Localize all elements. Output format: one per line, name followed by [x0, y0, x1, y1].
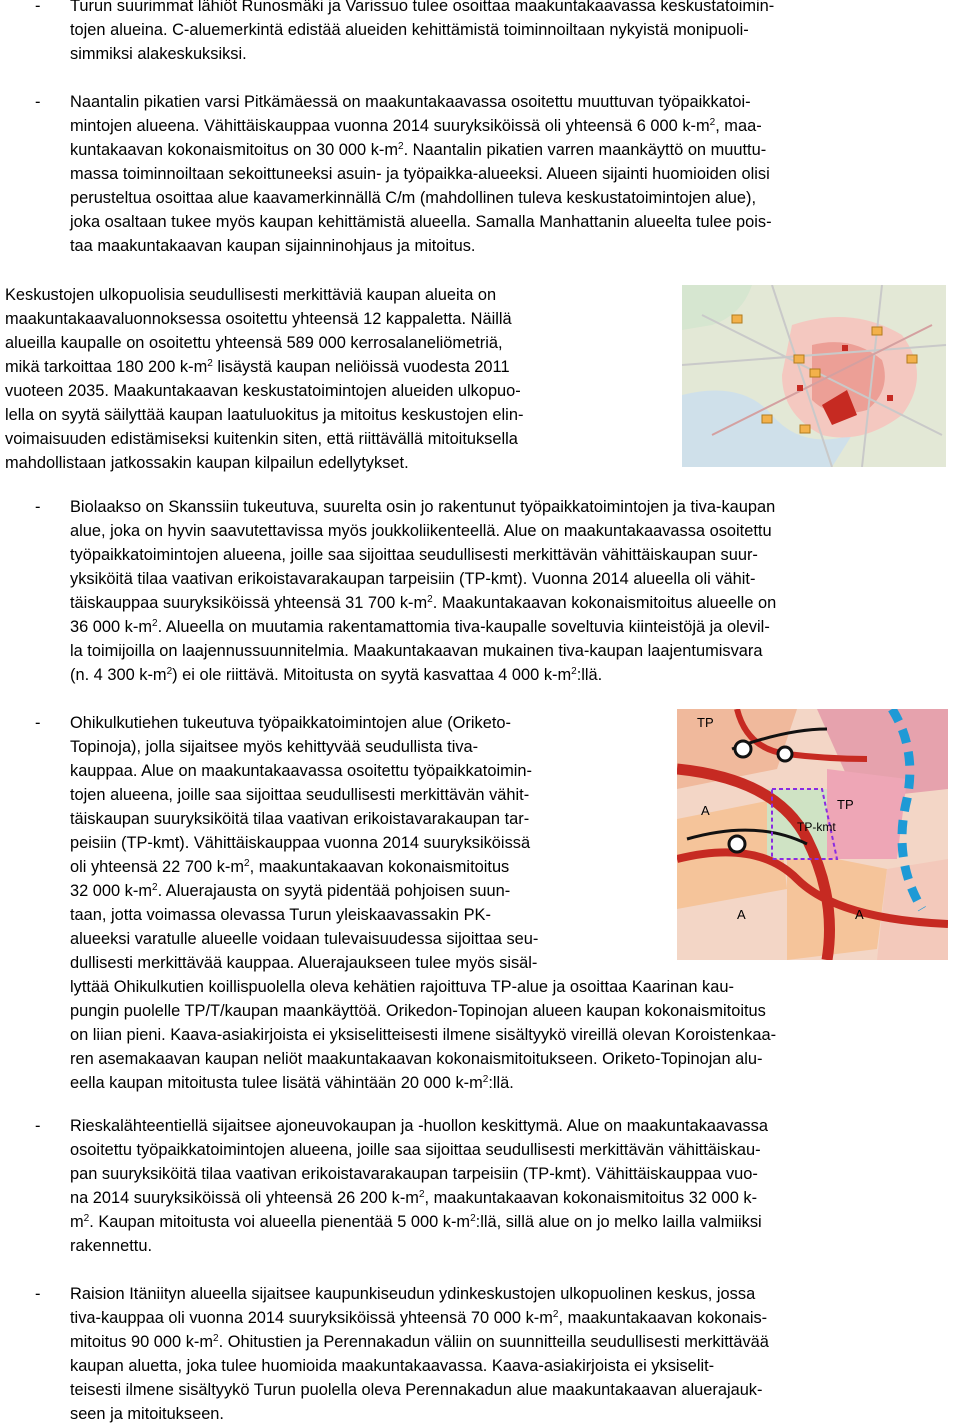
text-line: mitoitus 90 000 $k-m^2$. Ohitustien ja Perennakadun väliin on suunnitteilla seudullisesti merkittävää — [70, 1333, 769, 1351]
text-line: kuntakaavan kokonaismitoitus on 30 000 $k-m^2$. Naantalin pikatien varren maankäyttö on muuttu- — [70, 141, 767, 159]
text-line: simmiksi alakeskuksiksi. — [70, 45, 247, 63]
map-label: A — [701, 803, 710, 818]
text-line: joka osaltaan tukee myös kaupan kehittämistä alueella. Samalla Manhattanin alueelta tulee pois- — [70, 213, 772, 231]
bullet-dash: - — [35, 0, 41, 15]
text-line: Biolaakso on Skanssiin tukeutuva, suurelta osin jo rakentunut työpaikkatoimintojen ja tiva-kaupan — [70, 498, 776, 516]
text-line: teisesti ilmene sisältyykö Turun puolella oleva Perennakadun alue maakuntakaavan aluerajauk- — [70, 1381, 763, 1399]
text-line: pan suuryksiköitä tilaa vaativan erikoistavarakaupan tarpeisiin (TP-kmt). Vähittäiskauppaa vuo- — [70, 1165, 758, 1183]
map-label: A — [737, 907, 746, 922]
text-line: Raision Itäniityn alueella sijaitsee kaupunkiseudun ydinkeskustojen ulkopuolinen keskus, jossa — [70, 1285, 756, 1303]
map-label: TP — [837, 797, 854, 812]
text-line: dullisesti merkittävää kauppaa. Aluerajaukseen tulee myös sisäl- — [70, 954, 538, 972]
text-line: peisiin (TP-kmt). Vähittäiskauppaa vuonna 2014 suuryksiköissä — [70, 834, 531, 852]
text-line: Ohikulkutiehen tukeutuva työpaikkatoimintojen alue (Oriketo- — [70, 714, 511, 732]
text-line: on liian pieni. Kaava-asiakirjoista ei yksiselitteisesti ilmene sisältyykö vireillä olevan Koroistenkaa- — [70, 1026, 777, 1044]
text-line: maakuntakaavaluonnoksessa osoitettu yhteensä 12 kappaletta. Näillä — [5, 310, 512, 328]
regional-map-image — [682, 285, 946, 467]
text-line: rakennettu. — [70, 1237, 153, 1255]
text-line: tojen alueina. C-aluemerkintä edistää alueiden kehittämistä toiminnoiltaan nykyistä monipuoli- — [70, 21, 749, 39]
bullet-runosmaki — [0, 0, 960, 66]
text-line: vuoteen 2035. Maakuntakaavan keskustatoimintojen alueiden ulkopuo- — [5, 382, 521, 400]
bullet-oriketo — [0, 711, 660, 975]
text-line: mintojen alueena. Vähittäiskauppaa vuonna 2014 suuryksiköissä oli yhteensä 6 000 $k-m^2$, maa- — [70, 117, 762, 135]
text-line: la toimijoilla on laajennussuunnitelmia. Maakuntakaavan mukainen tiva-kaupan laajentumisvara — [70, 642, 763, 660]
text-line: (n. 4 300 $k-m^2$) ei ole riittävä. Mitoitusta on syytä kasvattaa 4 000 $k-m^2:llä$. — [70, 666, 603, 684]
text-line: seen ja mitoitukseen. — [70, 1405, 224, 1423]
text-line: na 2014 suuryksiköissä oli yhteensä 26 200 $k-m^2$, maakuntakaavan kokonaismitoitus 32 000 k- — [70, 1189, 758, 1207]
text-line: osoitettu työpaikkatoimintojen alueena, joille saa sijoittaa seudullisesti merkittävän vähittäiskau- — [70, 1141, 761, 1159]
text-line: taa maakuntakaavan kaupan sijainninohjaus ja mitoitus. — [70, 237, 476, 255]
text-line: alueeksi varatulle alueelle voidaan tulevaisuudessa sijoittaa seu- — [70, 930, 539, 948]
text-line: pungin puolelle TP/T/kaupan maankäyttöä. Orikedon-Topinojan alueen kaupan kokonaismitoitus — [70, 1002, 766, 1020]
text-line: 32 000 $k-m^2$. Aluerajausta on syytä pidentää pohjoisen suun- — [70, 882, 511, 900]
oriketo-zoning-map — [677, 709, 948, 960]
text-line: alueilla kaupalle on osoitettu yhteensä 589 000 kerrosalaneliömetriä, — [5, 334, 503, 352]
text-line: perusteltua osoittaa alue kaavamerkinnällä C/m (mahdollinen tuleva keskustatoimintojen alue), — [70, 189, 757, 207]
text-line: kaupan aluetta, joka tulee huomioida maakuntakaavassa. Kaava-asiakirjoista ei yksiselit- — [70, 1357, 715, 1375]
text-line: massa toiminnoiltaan sekoittuneeksi asuin- ja työpaikka-alueeksi. Alueen sijainti huomioiden olisi — [70, 165, 770, 183]
text-line: täiskauppaa suuryksiköissä yhteensä 31 700 $k-m^2$. Maakuntakaavan kokonaismitoitus alueelle on — [70, 594, 777, 612]
bullet-dash: - — [35, 498, 41, 516]
text-line: tiva-kauppaa oli vuonna 2014 suuryksiköissä yhteensä 70 000 $k-m^2$, maakuntakaavan kokonais- — [70, 1309, 768, 1327]
bullet-dash: - — [35, 93, 41, 111]
text-line: ren asemakaavan kaupan neliöt maakuntakaavan kokonaismitoitukseen. Oriketo-Topinojan alu- — [70, 1050, 763, 1068]
map-label: TP-kmt — [797, 820, 836, 834]
text-line: eella kaupan mitoitusta tulee lisätä vähintään 20 000 $k-m^2:llä$. — [70, 1074, 514, 1092]
text-line: alue, joka on hyvin saavutettavissa myös joukkoliikenteellä. Alue on maakuntakaavassa osoitettu — [70, 522, 772, 540]
paragraph-outside-centres — [0, 283, 630, 475]
text-line: Turun suurimmat lähiöt Runosmäki ja Varissuo tulee osoittaa maakuntakaavassa keskustatoimin- — [70, 0, 775, 15]
bullet-itaniitty — [0, 1282, 960, 1426]
text-line: Rieskalähteentiellä sijaitsee ajoneuvokaupan ja -huollon keskittymä. Alue on maakuntakaavassa — [70, 1117, 768, 1135]
map-label: A — [855, 907, 864, 922]
text-line: täiskaupan suuryksiköitä tilaa vaativan erikoistavarakaupan tar- — [70, 810, 530, 828]
bullet-dash: - — [35, 1117, 41, 1135]
text-line: kauppaa. Alue on maakuntakaavassa osoitettu työpaikkatoimin- — [70, 762, 532, 780]
text-line: lyttää Ohikulkutien koillispuolella oleva kehätien rajoittuva TP-alue ja osoittaa Kaarinan kau- — [70, 978, 734, 996]
bullet-oriketo-continued — [0, 975, 960, 1095]
bullet-dash: - — [35, 714, 41, 732]
text-line: $m^2$. Kaupan mitoitusta voi alueella pienentää 5 000 $k-m^2:llä$, sillä alue on jo melko lailla valmiiksi — [70, 1213, 762, 1231]
text-line: työpaikkatoimintojen alueena, joille saa sijoittaa seudullisesti merkittävän vähittäiskaupan suur- — [70, 546, 758, 564]
bullet-biolaakso — [0, 495, 960, 687]
text-line: voimaisuuden edistämiseksi kuitenkin siten, että riittävällä mitoituksella — [5, 430, 518, 448]
bullet-rieskalahde — [0, 1114, 960, 1258]
text-line: mikä tarkoittaa 180 200 $k-m^2$ lisäystä kaupan neliöissä vuodesta 2011 — [5, 358, 510, 376]
text-line: 36 000 $k-m^2$. Alueella on muutamia rakentamattomia tiva-kaupalle soveltuvia kiinteistöjä ja olevil- — [70, 618, 770, 636]
text-line: yksiköitä tilaa vaativan erikoistavarakaupan tarpeisiin (TP-kmt). Vuonna 2014 alueella oli vähit- — [70, 570, 756, 588]
text-line: lella on syytä säilyttää kaupan laatuluokitus ja mitoitus keskustojen elin- — [5, 406, 524, 424]
bullet-dash: - — [35, 1285, 41, 1303]
text-line: taan, jotta voimassa olevassa Turun yleiskaavassakin PK- — [70, 906, 491, 924]
text-line: Topinoja), jolla sijaitsee myös kehittyvää seudullista tiva- — [70, 738, 479, 756]
text-line: Keskustojen ulkopuolisia seudullisesti merkittäviä kaupan alueita on — [5, 286, 497, 304]
bullet-pitkamaki — [0, 90, 960, 258]
map-label: TP — [697, 715, 714, 730]
text-line: mahdollistaan jatkossakin kaupan kilpailun edellytykset. — [5, 454, 409, 472]
text-line: Naantalin pikatien varsi Pitkämäessä on maakuntakaavassa osoitettu muuttuvan työpaikkatoi- — [70, 93, 751, 111]
text-line: tojen alueena, joille saa sijoittaa seudullisesti merkittävän vähit- — [70, 786, 530, 804]
text-line: oli yhteensä 22 700 $k-m^2$, maakuntakaavan kokonaismitoitus — [70, 858, 510, 876]
